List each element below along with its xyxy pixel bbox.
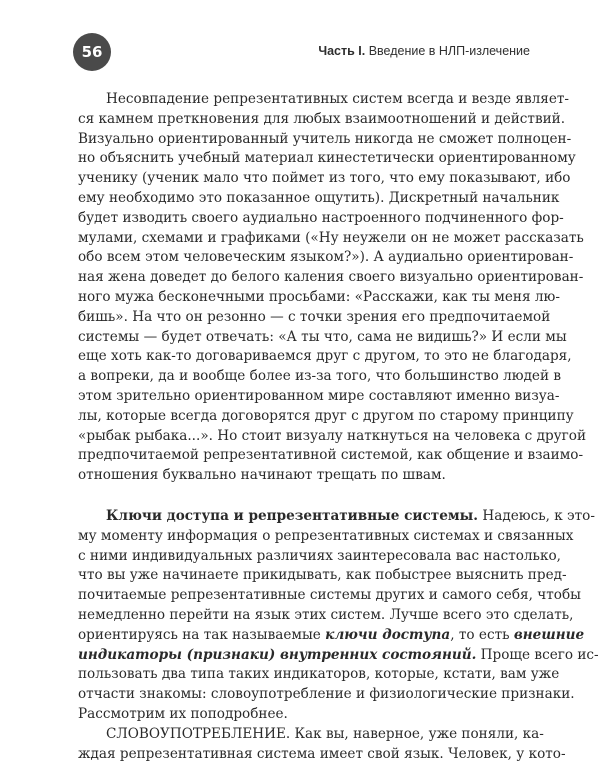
text-line: мулами, схемами и графиками («Ну неужели он не может рассказать	[78, 229, 531, 249]
text-line: Рассмотрим их поподробнее.	[78, 705, 531, 725]
paragraph-3	[78, 725, 531, 764]
emphasis-term: индикаторы (признаки) внутренних состояний.	[78, 647, 476, 663]
text-line: этом зрительно ориентированном мире составляют именно визуа-	[78, 387, 531, 407]
text-line: ориентируясь на так называемые ключи доступа, то есть внешние	[78, 626, 531, 646]
text-line: му моменту информация о репрезентативных системах и связанных	[78, 527, 531, 547]
text-line: лы, которые всегда договорятся друг с другом по старому принципу	[78, 407, 531, 427]
text-line: бишь». На что он резонно — с точки зрения его предпочитаемой	[78, 308, 531, 328]
text-line: ного мужа бесконечными просьбами: «Расскажи, как ты меня лю-	[78, 288, 531, 308]
section-heading: Ключи доступа и репрезентативные системы.	[106, 508, 478, 524]
text-line: предпочитаемой репрезентативной системой, как общение и взаимо-	[78, 446, 531, 466]
text-line: Ключи доступа и репрезентативные системы. Надеюсь, к это-	[78, 507, 531, 527]
text-line: будет изводить своего аудиально настроенного подчиненного фор-	[78, 209, 531, 229]
running-head	[318, 44, 530, 58]
text-line: обо всем этом человеческим языком?»). А аудиально ориентирован-	[78, 248, 531, 268]
text-line: а вопреки, да и вообще более из-за того, что большинство людей в	[78, 367, 531, 387]
text-line: ждая репрезентативная система имеет свой язык. Человек, у кото-	[78, 745, 531, 764]
text-line: ему необходимо это показанное ощутить). Дискретный начальник	[78, 189, 531, 209]
text-line: с ними индивидуальных различиях заинтересовала вас настолько,	[78, 547, 531, 567]
text-line: немедленно перейти на язык этих систем. Лучше всего это сделать,	[78, 606, 531, 626]
text-line: пользовать два типа таких индикаторов, которые, кстати, вам уже	[78, 665, 531, 685]
text-line: почитаемые репрезентативные системы других и самого себя, чтобы	[78, 586, 531, 606]
text-line: отношения буквально начинают трещать по швам.	[78, 466, 531, 486]
text-line: ученику (ученик мало что поймет из того, что ему показывают, ибо	[78, 169, 531, 189]
emphasis-term: ключи доступа	[325, 627, 450, 643]
text-line: ная жена доведет до белого каления своего визуально ориентирован-	[78, 268, 531, 288]
body-text	[78, 90, 531, 764]
text-line: системы — будет отвечать: «А ты что, сама не видишь?» И если мы	[78, 328, 531, 348]
text-line: СЛОВОУПОТРЕБЛЕНИЕ. Как вы, наверное, уже поняли, ка-	[78, 725, 531, 745]
text-line: что вы уже начинаете прикидывать, как побыстрее выяснить пред-	[78, 566, 531, 586]
text-line: ся камнем преткновения для любых взаимоотношений и действий.	[78, 110, 531, 130]
text-line: отчасти знакомы: словоупотребление и физиологические признаки.	[78, 685, 531, 705]
text-line: Визуально ориентированный учитель никогда не сможет полноцен-	[78, 130, 531, 150]
text-line: Несовпадение репрезентативных систем всегда и везде являет-	[78, 90, 531, 110]
page-number: 56	[73, 33, 111, 71]
text-line: индикаторы (признаки) внутренних состояний. Проще всего ис-	[78, 646, 531, 666]
text-line: но объяснить учебный материал кинестетически ориентированному	[78, 149, 531, 169]
text-line: «рыбак рыбака...». Но стоит визуалу наткнуться на человека с другой	[78, 427, 531, 447]
paragraph-2	[78, 507, 531, 725]
emphasis-term: внешние	[514, 627, 584, 643]
text-line: еще хоть как-то договариваемся друг с другом, то это не благодаря,	[78, 347, 531, 367]
chapter-title: Введение в НЛП-излечение	[369, 44, 530, 58]
chapter-label: Часть I.	[318, 44, 365, 58]
paragraph-1	[78, 90, 531, 486]
